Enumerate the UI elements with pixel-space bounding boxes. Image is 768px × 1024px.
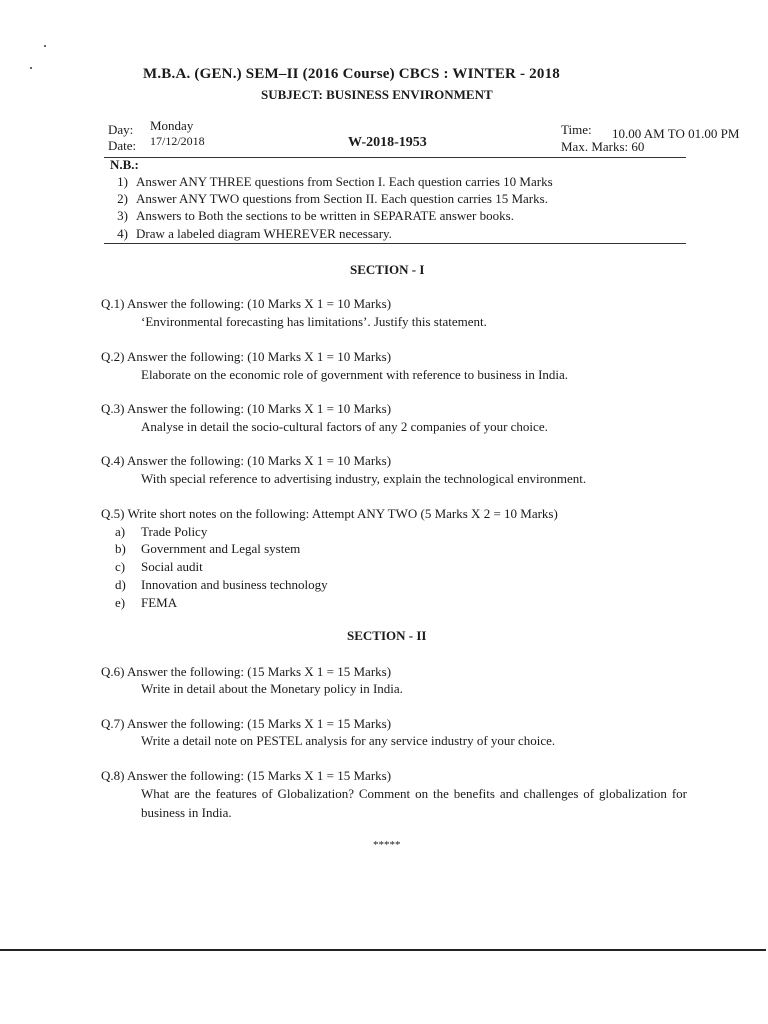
question-text: Write in detail about the Monetary policy in India.: [141, 681, 403, 696]
subject-line: SUBJECT: BUSINESS ENVIRONMENT: [261, 87, 493, 102]
option-item: [115, 595, 177, 611]
max-marks: Max. Marks: 60: [561, 139, 645, 154]
nb-label: N.B.:: [110, 157, 139, 172]
option-text: Social audit: [141, 559, 203, 574]
nb-item: [106, 174, 553, 190]
question-text: With special reference to advertising industry, explain the technological environment.: [141, 471, 587, 486]
day-value: Monday: [150, 118, 194, 133]
question-text: ‘Environmental forecasting has limitations’. Justify this statement.: [141, 314, 487, 329]
date-label: Date:: [108, 138, 137, 153]
nb-item: [106, 226, 392, 242]
option-letter: d): [115, 577, 126, 592]
option-text: Government and Legal system: [141, 541, 301, 556]
nb-item: [106, 208, 514, 224]
nb-item: [106, 191, 548, 207]
question-heading: Q.1) Answer the following: (10 Marks X 1 = 10 Marks): [101, 296, 392, 311]
option-item: [115, 577, 328, 593]
question-heading: Q.5) Write short notes on the following: Attempt ANY TWO (5 Marks X 2 = 10 Marks): [101, 506, 558, 521]
page-bottom-rule: [0, 949, 766, 951]
exam-title: M.B.A. (GEN.) SEM–II (2016 Course) CBCS : WINTER - 2018: [143, 66, 560, 82]
question-text: What are the features of Globalization? Comment on the benefits and challenges of globalization for business in India.: [141, 786, 687, 820]
nb-number: 3): [117, 208, 128, 223]
option-letter: b): [115, 541, 126, 556]
nb-number: 4): [117, 226, 128, 241]
scan-speck: [44, 45, 46, 47]
nb-number: 1): [117, 174, 128, 189]
instructions-rule: [104, 243, 686, 244]
option-item: [115, 524, 207, 540]
question-text: Analyse in detail the socio-cultural factors of any 2 companies of your choice.: [141, 419, 548, 434]
question-text: Elaborate on the economic role of government with reference to business in India.: [141, 367, 569, 382]
nb-text: Draw a labeled diagram WHEREVER necessary.: [136, 226, 392, 241]
day-label: Day:: [108, 122, 134, 137]
option-letter: c): [115, 559, 126, 574]
nb-text: Answers to Both the sections to be written in SEPARATE answer books.: [136, 208, 514, 223]
time-label: Time:: [561, 122, 592, 137]
nb-text: Answer ANY THREE questions from Section I. Each question carries 10 Marks: [136, 174, 553, 189]
option-text: Innovation and business technology: [141, 577, 328, 592]
question-heading: Q.2) Answer the following: (10 Marks X 1 = 10 Marks): [101, 349, 392, 364]
section-heading-2: SECTION - II: [347, 628, 427, 643]
section-heading-1: SECTION - I: [350, 262, 425, 277]
option-letter: a): [115, 524, 126, 539]
question-heading: Q.6) Answer the following: (15 Marks X 1 = 15 Marks): [101, 664, 392, 679]
nb-number: 2): [117, 191, 128, 206]
question-text: Write a detail note on PESTEL analysis for any service industry of your choice.: [141, 733, 556, 748]
scan-speck: [30, 67, 32, 69]
end-of-paper-mark: *****: [373, 839, 401, 851]
option-text: FEMA: [141, 595, 178, 610]
date-value: 17/12/2018: [150, 134, 205, 148]
option-letter: e): [115, 595, 126, 610]
question-heading: Q.3) Answer the following: (10 Marks X 1 = 10 Marks): [101, 401, 392, 416]
nb-text: Answer ANY TWO questions from Section II. Each question carries 15 Marks.: [136, 191, 548, 206]
header-rule: [104, 157, 686, 158]
option-item: [115, 559, 203, 575]
option-item: [115, 541, 300, 557]
question-heading: Q.4) Answer the following: (10 Marks X 1 = 10 Marks): [101, 453, 392, 468]
option-text: Trade Policy: [141, 524, 208, 539]
question-heading: Q.8) Answer the following: (15 Marks X 1 = 15 Marks): [101, 768, 392, 783]
paper-code: W-2018-1953: [348, 135, 427, 150]
question-heading: Q.7) Answer the following: (15 Marks X 1 = 15 Marks): [101, 716, 392, 731]
time-value: 10.00 AM TO 01.00 PM: [612, 126, 740, 141]
